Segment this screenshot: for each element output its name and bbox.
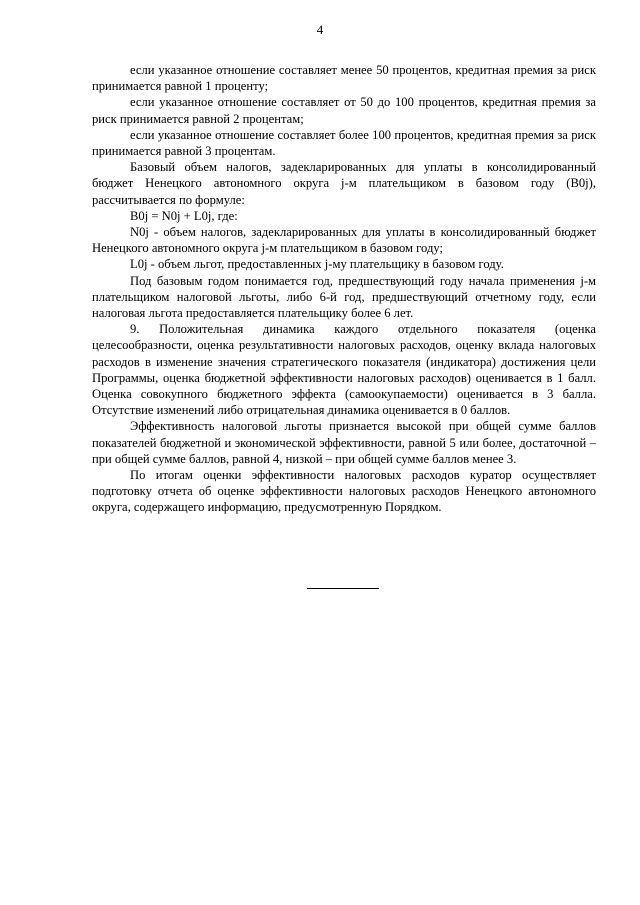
end-separator-line	[307, 588, 379, 589]
paragraph-base-volume: Базовый объем налогов, задекларированных для уплаты в консолидированный бюджет Ненецкого автономного округа j-м плательщиком в базовом году (B0j), рассчитывается по формуле:	[92, 160, 596, 207]
paragraph-report: По итогам оценки эффективности налоговых расходов куратор осуществляет подготовку отчета об оценке эффективности налоговых расходов Ненецкого автономного округа, содержащего информацию, предусмотренную Порядком.	[92, 468, 596, 515]
paragraph-section-9: 9. Положительная динамика каждого отдельного показателя (оценка целесообразности, оценка результативности налоговых расходов, оценку вклада налоговых расходов в изменение значения стратегического показателя (индикатора) достижения цели Программы, оценка бюджетной эффективности налоговых расходов) оценивается в 1 балл. Оценка совокупного бюджетного эффекта (самоокупаемости) оценивается в 3 балла. Отсутствие изменений либо отрицательная динамика оценивается в 0 баллов.	[92, 322, 596, 418]
definition-l0j: L0j - объем льгот, предоставленных j-му плательщику в базовом году.	[130, 257, 504, 272]
page-number: 4	[316, 22, 324, 37]
paragraph-risk-premium-2: если указанное отношение составляет от 50 до 100 процентов, кредитная премия за риск принимается равной 2 процентам;	[92, 95, 596, 126]
paragraph-risk-premium-1: если указанное отношение составляет менее 50 процентов, кредитная премия за риск принимается равной 1 проценту;	[92, 63, 596, 94]
paragraph-risk-premium-3: если указанное отношение составляет более 100 процентов, кредитная премия за риск принимается равной 3 процентам.	[92, 127, 596, 159]
formula: B0j = N0j + L0j, где:	[130, 208, 238, 223]
definition-n0j: N0j - объем налогов, задекларированных для уплаты в консолидированный бюджет Ненецкого автономного округа j-м плательщиком в базовом году;	[92, 225, 596, 256]
paragraph-efficiency-levels: Эффективность налоговой льготы признается высокой при общей сумме баллов показателей бюджетной и экономической эффективности, равной 5 или более, достаточной –при общей сумме баллов, равной 4, низкой – при общей сумме баллов менее 3.	[92, 419, 596, 466]
document-body	[92, 62, 596, 516]
paragraph-base-year: Под базовым годом понимается год, предшествующий году начала применения j-м плательщиком налоговой льготы, либо 6-й год, предшествующий отчетному году, если налоговая льгота предоставляется плательщику более 6 лет.	[92, 273, 596, 321]
